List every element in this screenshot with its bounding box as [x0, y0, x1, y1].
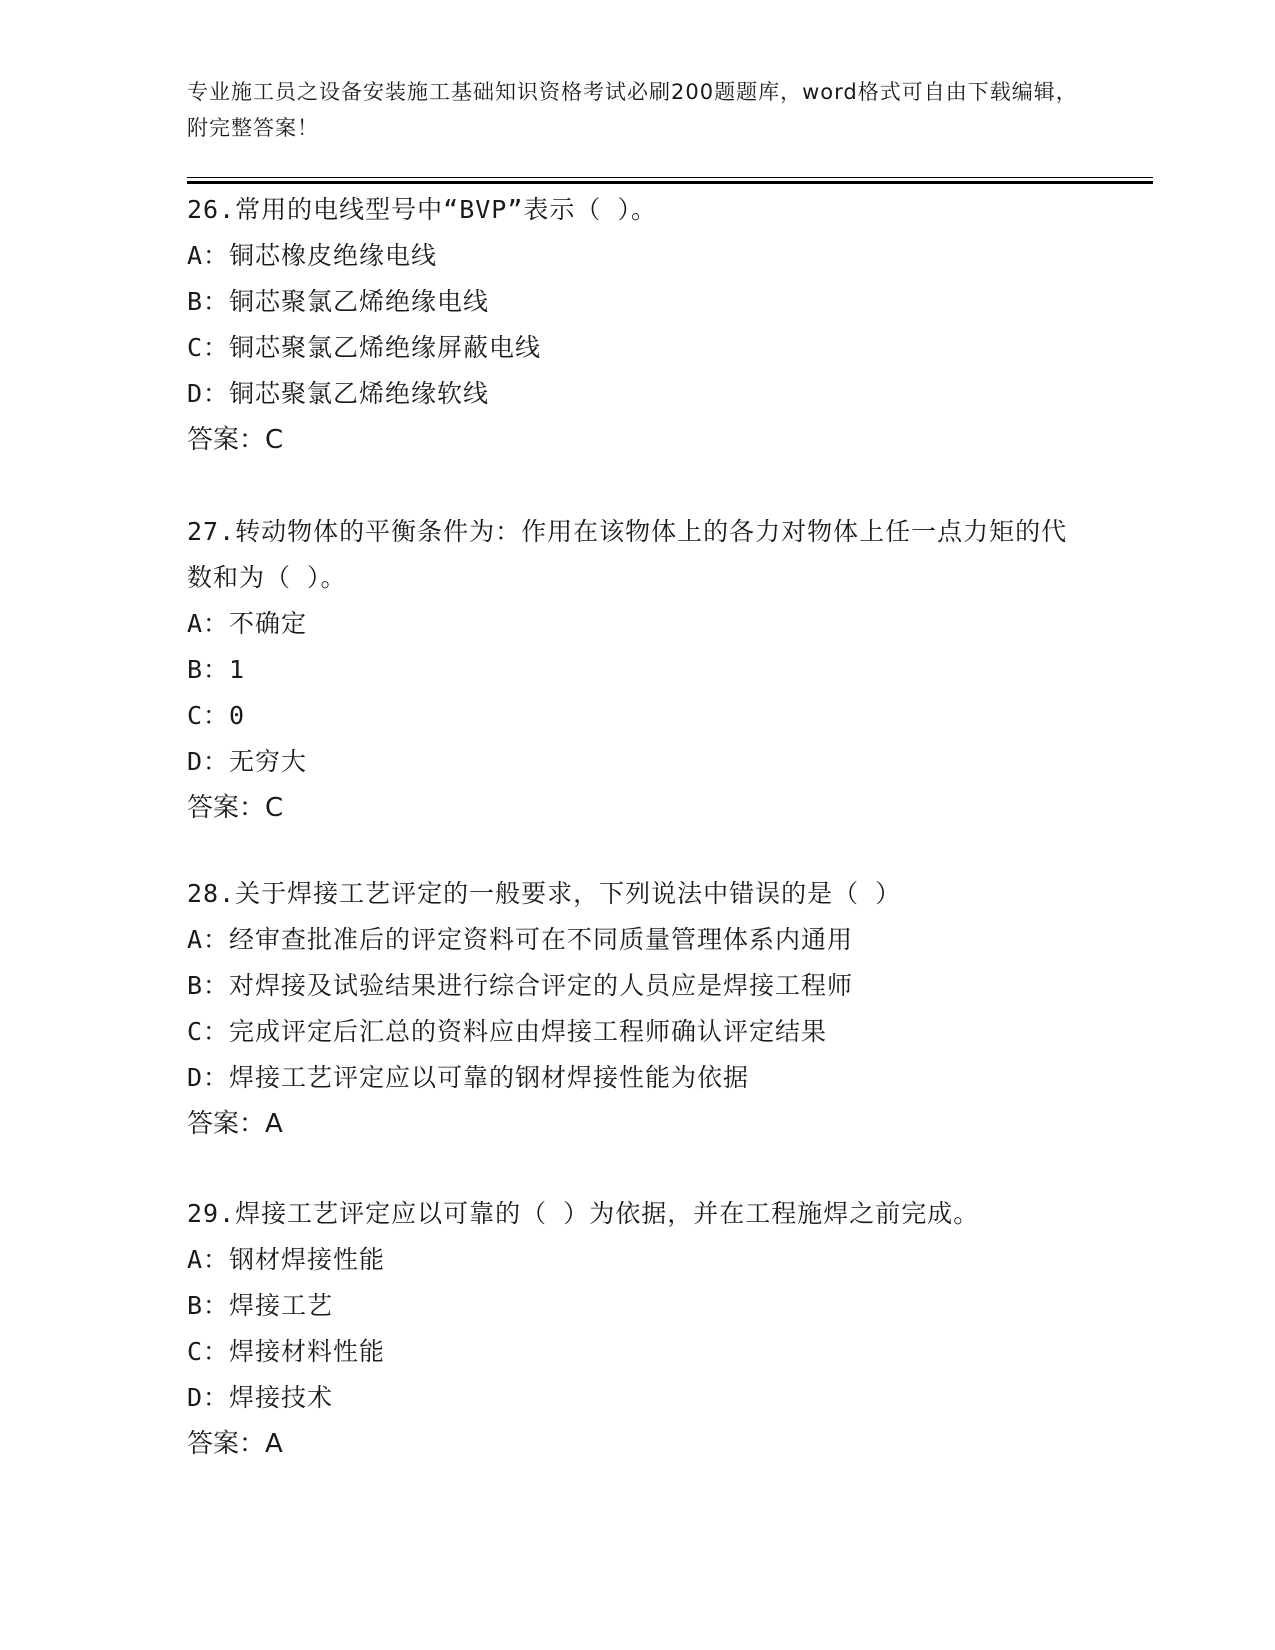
question-27: [187, 509, 1087, 831]
option-b: B：1: [187, 655, 246, 684]
option-c: C：焊接材料性能: [187, 1337, 386, 1366]
option-d: D：焊接技术: [187, 1383, 334, 1412]
question-29: [187, 1191, 1087, 1467]
answer-line: 答案：C: [187, 793, 284, 823]
header-divider-thin: [187, 177, 1153, 178]
document-header: 专业施工员之设备安装施工基础知识资格考试必刷200题题库，word格式可自由下载编辑，附完整答案！: [187, 80, 1078, 140]
option-b: B：焊接工艺: [187, 1291, 334, 1320]
option-d: D：无穷大: [187, 747, 308, 776]
option-b: B：对焊接及试验结果进行综合评定的人员应是焊接工程师: [187, 971, 854, 1000]
option-a: A：铜芯橡皮绝缘电线: [187, 241, 438, 270]
header-divider-thick: [187, 181, 1153, 184]
option-d: D：焊接工艺评定应以可靠的钢材焊接性能为依据: [187, 1063, 750, 1092]
option-d: D：铜芯聚氯乙烯绝缘软线: [187, 379, 490, 408]
question-stem: 28.关于焊接工艺评定的一般要求，下列说法中错误的是（ ）: [187, 879, 902, 908]
option-c: C：0: [187, 701, 246, 730]
answer-line: 答案：C: [187, 425, 284, 455]
question-26: [187, 187, 1087, 463]
option-c: C：铜芯聚氯乙烯绝缘屏蔽电线: [187, 333, 542, 362]
question-stem: 29.焊接工艺评定应以可靠的（ ）为依据，并在工程施焊之前完成。: [187, 1199, 980, 1228]
question-stem: 26.常用的电线型号中“BVP”表示（ ）。: [187, 195, 657, 224]
question-28: [187, 871, 1087, 1147]
option-c: C：完成评定后汇总的资料应由焊接工程师确认评定结果: [187, 1017, 828, 1046]
question-stem: 27.转动物体的平衡条件为：作用在该物体上的各力对物体上任一点力矩的代数和为（ ）。: [187, 517, 1068, 592]
option-a: A：钢材焊接性能: [187, 1245, 386, 1274]
option-a: A：经审查批准后的评定资料可在不同质量管理体系内通用: [187, 925, 854, 954]
option-b: B：铜芯聚氯乙烯绝缘电线: [187, 287, 490, 316]
answer-line: 答案：A: [187, 1109, 283, 1139]
answer-line: 答案：A: [187, 1429, 283, 1459]
option-a: A：不确定: [187, 609, 308, 638]
